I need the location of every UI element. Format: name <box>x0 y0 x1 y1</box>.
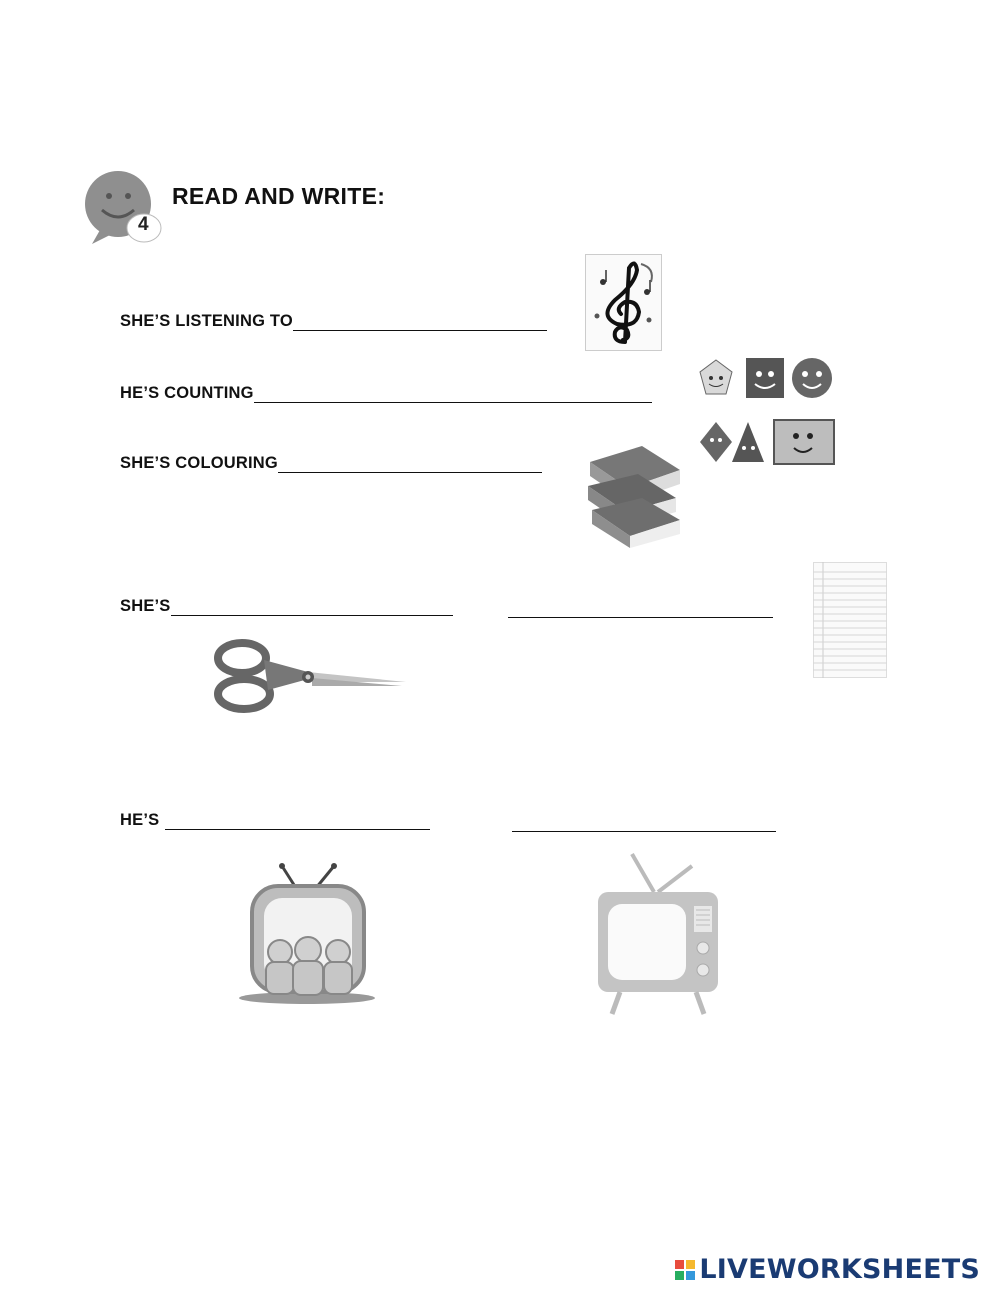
lined-paper-picture <box>813 562 887 678</box>
exercise-number-badge <box>78 170 168 246</box>
answer-field-5b[interactable] <box>512 813 776 832</box>
sentence-row-4 <box>120 597 453 616</box>
sentence-label: HE’S COUNTING <box>120 384 254 402</box>
sentence-label: SHE’S LISTENING TO <box>120 312 293 330</box>
books-icon <box>582 440 694 554</box>
treble-clef-icon <box>585 254 662 351</box>
answer-field-4b[interactable] <box>508 599 773 618</box>
tv-icon <box>596 852 722 1016</box>
answer-field-2[interactable] <box>254 384 652 403</box>
tv-kids-icon <box>238 860 376 1006</box>
scissors-picture <box>212 638 408 714</box>
sentence-label: SHE’S COLOURING <box>120 454 278 472</box>
answer-field-1[interactable] <box>293 312 547 331</box>
exercise-number: 4 <box>138 214 149 235</box>
scissors-icon <box>212 638 408 714</box>
liveworksheets-logo <box>675 1254 980 1285</box>
tv-set-picture <box>596 852 722 1016</box>
music-notes-picture <box>585 254 662 351</box>
answer-field-4a[interactable] <box>171 597 453 616</box>
smiley-bubble-icon <box>78 170 168 246</box>
books-picture <box>582 440 694 554</box>
sentence-label: SHE’S <box>120 597 171 615</box>
answer-field-5a[interactable] <box>165 811 430 830</box>
shapes-picture <box>698 356 838 468</box>
answer-field-3[interactable] <box>278 454 542 473</box>
sentence-row-5 <box>120 811 430 830</box>
sentence-row-2 <box>120 384 652 403</box>
sentence-label: HE’S <box>120 811 160 829</box>
liveworksheets-logo-icon <box>675 1260 695 1280</box>
shapes-icon <box>698 356 838 468</box>
brand-text: LIVEWORKSHEETS <box>699 1254 980 1285</box>
kids-watching-tv-picture <box>238 860 376 1006</box>
exercise-title: READ AND WRITE: <box>172 183 386 209</box>
sentence-row-1 <box>120 312 547 331</box>
notebook-paper-icon <box>813 562 887 678</box>
sentence-row-3 <box>120 454 542 473</box>
